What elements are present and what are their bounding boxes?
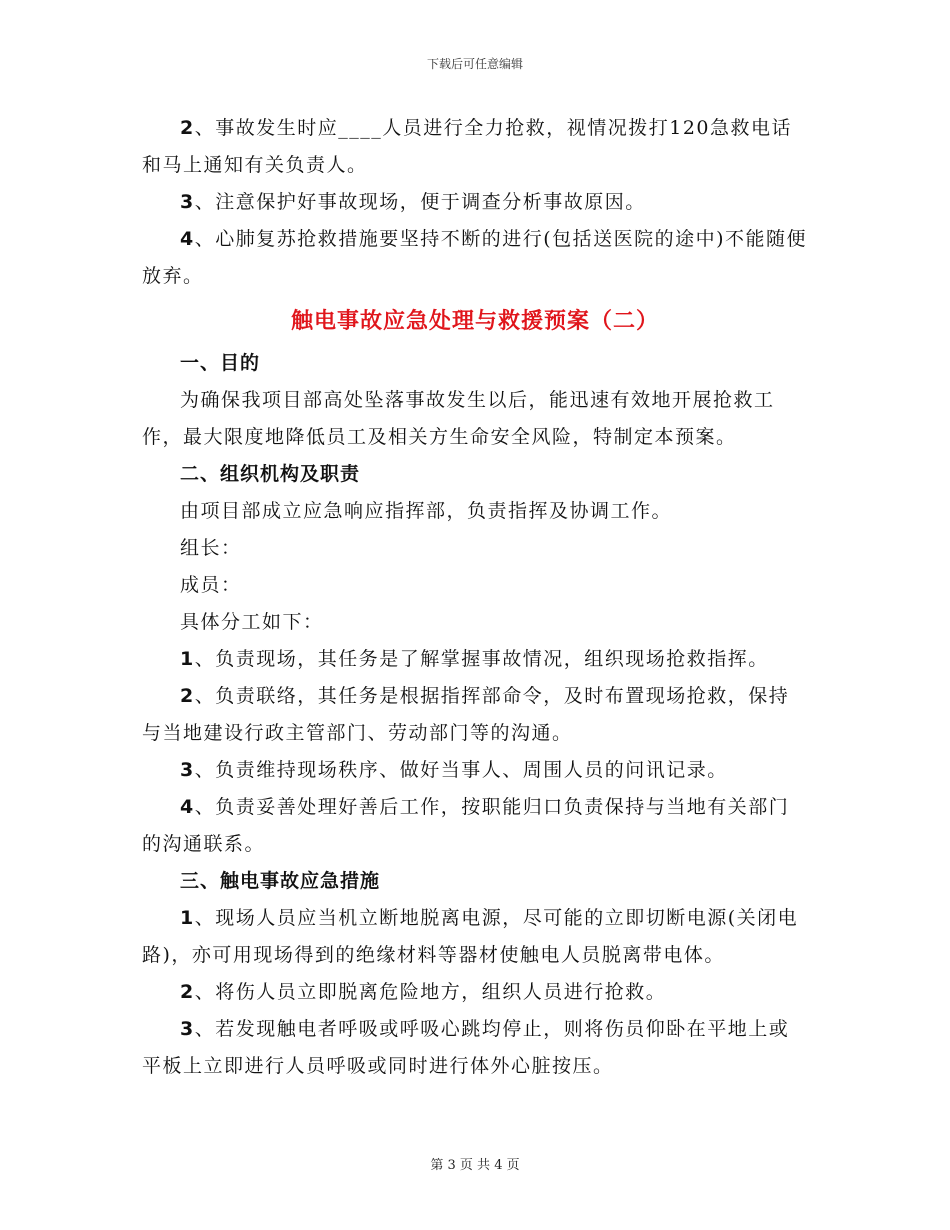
item-text: 、负责现场，其任务是了解掌握事故情况，组织现场抢救指挥。	[194, 648, 769, 670]
organization-intro: 由项目部成立应急响应指挥部，负责指挥及协调工作。	[180, 500, 673, 522]
item-number: 4	[180, 228, 195, 250]
item-number: 2	[180, 981, 195, 1003]
members-line: 成员：	[180, 574, 242, 596]
item-number: 3	[180, 1018, 195, 1040]
item-text: 、将伤人员立即脱离危险地方，组织人员进行抢救。	[194, 981, 667, 1003]
item-text: 、心肺复苏抢救措施要坚持不断的进行(包括送医院的途中)不能随便放弃。	[142, 228, 808, 287]
duty-item-2	[142, 678, 808, 752]
item-number: 1	[180, 907, 195, 929]
item-number: 1	[180, 648, 195, 670]
item-number: 2	[180, 117, 195, 139]
leader-line: 组长：	[180, 537, 242, 559]
item-number: 4	[180, 796, 195, 818]
purpose-text: 为确保我项目部高处坠落事故发生以后，能迅速有效地开展抢救工作，最大限度地降低员工及相关方生命安全风险，特制定本预案。	[142, 389, 775, 448]
paragraph-top-3	[142, 184, 808, 221]
item-text: 、负责联络，其任务是根据指挥部命令，及时布置现场抢救，保持与当地建设行政主管部门、劳动部门等的沟通。	[142, 685, 790, 744]
item-text: 、注意保护好事故现场，便于调查分析事故原因。	[194, 191, 646, 213]
item-number: 3	[180, 191, 195, 213]
section-heading-purpose: 一、目的	[180, 352, 261, 374]
section-heading-organization: 二、组织机构及职责	[180, 463, 361, 485]
item-text: 、若发现触电者呼吸或呼吸心跳均停止，则将伤员仰卧在平地上或平板上立即进行人员呼吸或同时进行体外心脏按压。	[142, 1018, 790, 1077]
section-heading-measures: 三、触电事故应急措施	[180, 870, 381, 892]
item-text: 、现场人员应当机立断地脱离电源，尽可能的立即切断电源(关闭电路)，亦可用现场得到的绝缘材料等器材使触电人员脱离带电体。	[142, 907, 799, 966]
item-text: 、事故发生时应____人员进行全力抢救，视情况拨打120急救电话和马上通知有关负责人。	[142, 117, 793, 176]
document-title: 触电事故应急处理与救援预案（二）	[290, 308, 659, 334]
duty-item-3	[142, 752, 808, 789]
document-body	[142, 110, 808, 1085]
measure-item-2	[142, 974, 808, 1011]
item-text: 、负责妥善处理好善后工作，按职能归口负责保持与当地有关部门的沟通联系。	[142, 796, 790, 855]
measure-item-1	[142, 900, 808, 974]
page-number: 第 3 页 共 4 页	[430, 1158, 520, 1173]
paragraph-top-4	[142, 221, 808, 295]
item-text: 、负责维持现场秩序、做好当事人、周围人员的问讯记录。	[194, 759, 728, 781]
duty-item-1	[142, 641, 808, 678]
division-line: 具体分工如下：	[180, 611, 324, 633]
header-note: 下载后可任意编辑	[426, 57, 523, 71]
item-number: 2	[180, 685, 195, 707]
paragraph-top-2	[142, 110, 808, 184]
item-number: 3	[180, 759, 195, 781]
measure-item-3	[142, 1011, 808, 1085]
duty-item-4	[142, 789, 808, 863]
